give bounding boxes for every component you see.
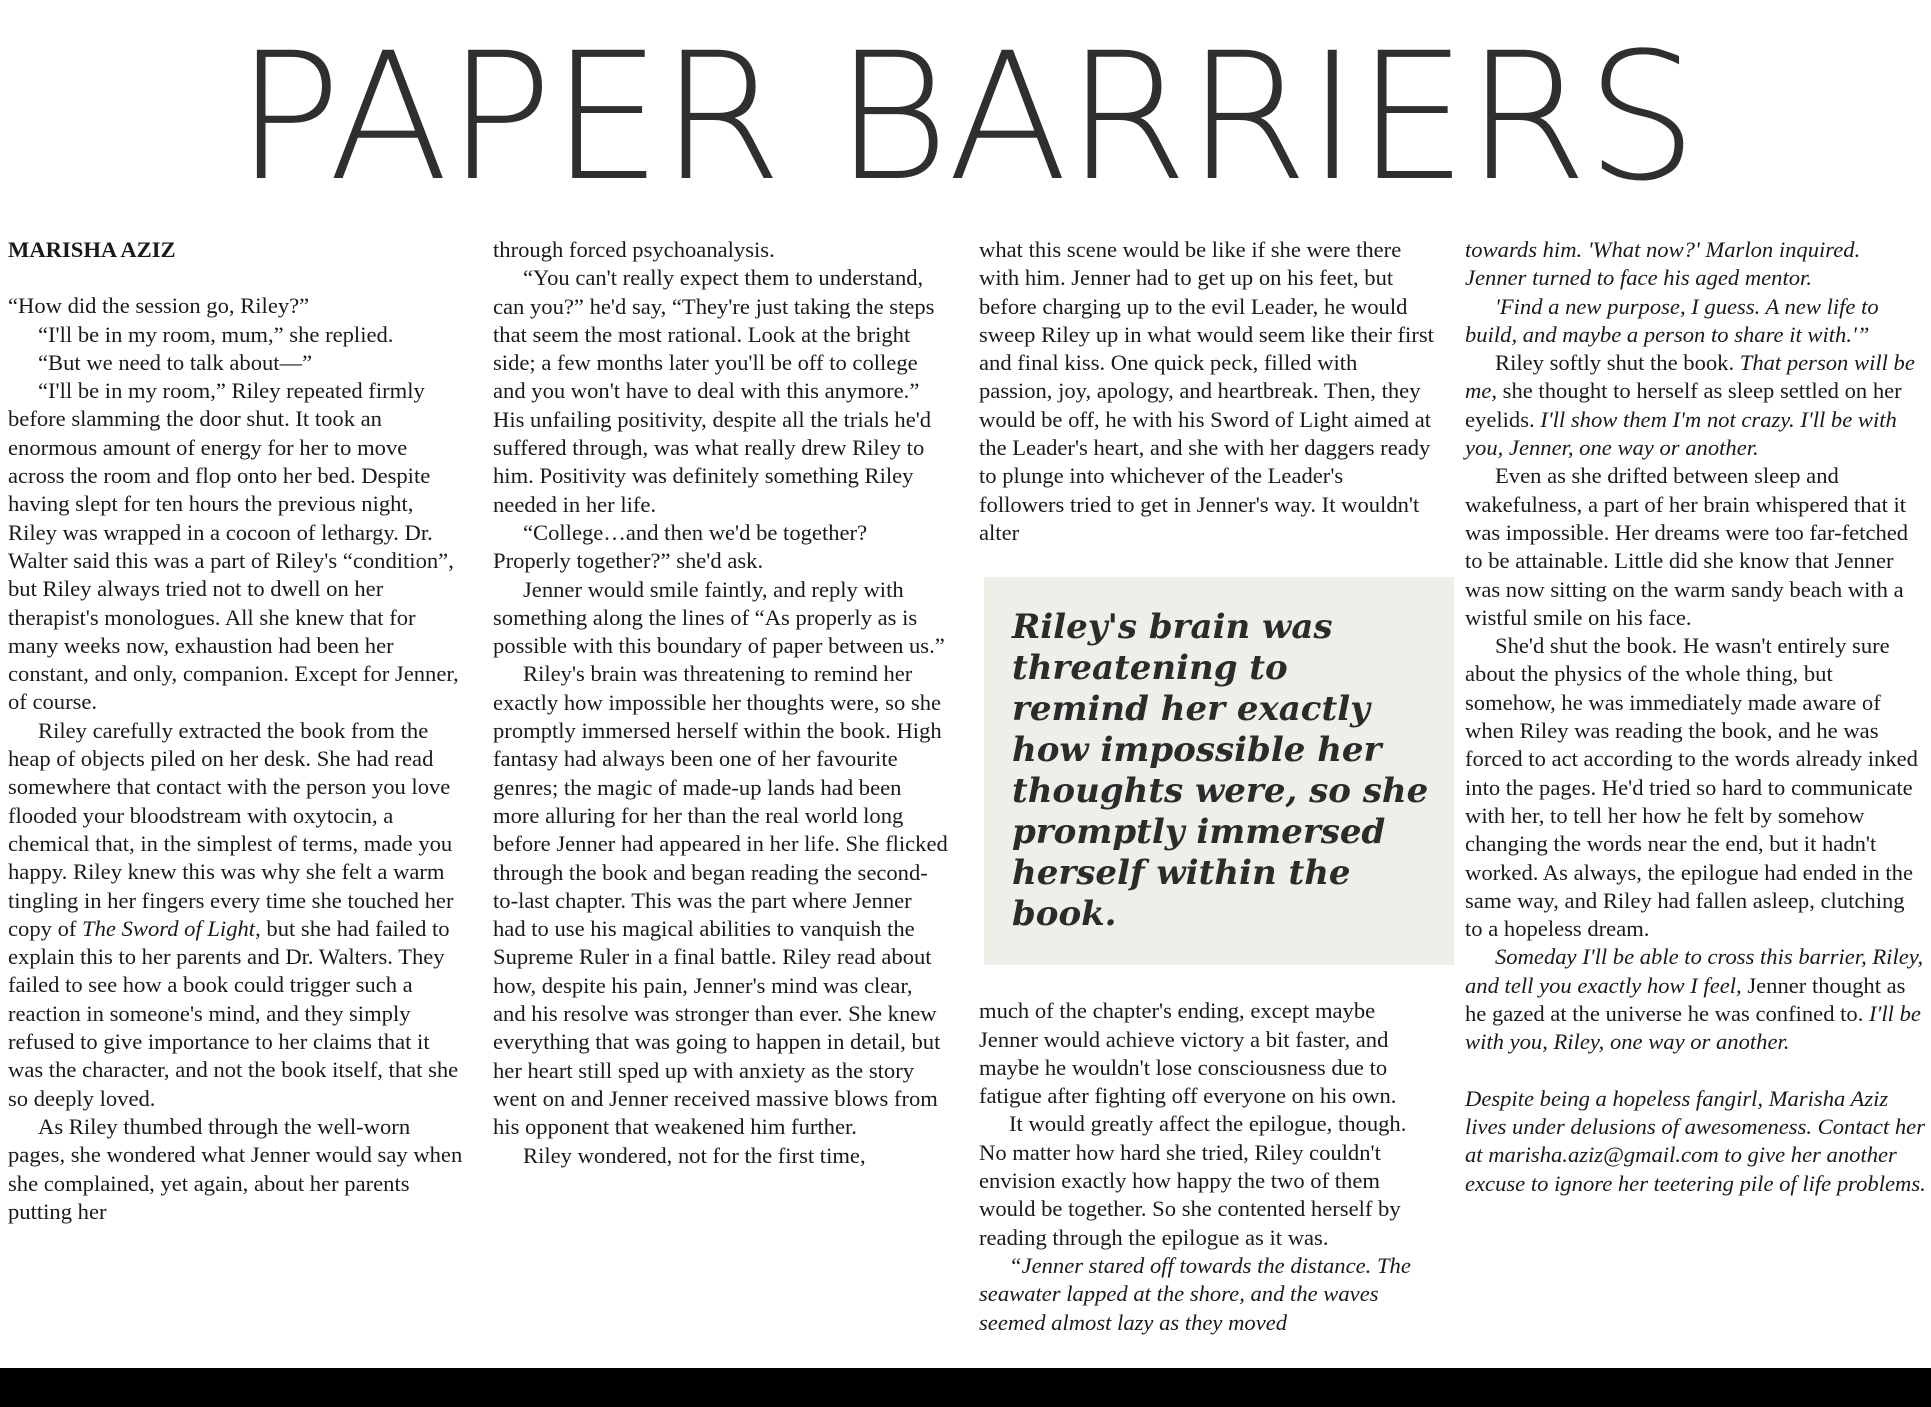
column-2 — [493, 236, 948, 1170]
paragraph: what this scene would be like if she were there with him. Jenner had to get up on his feet, but before charging up to the evil Leader, he would sweep Riley up in what would seem like their first and final kiss. One quick peck, filled with passion, joy, apology, and heartbreak. Then, they would be off, he with his Sword of Light aimed at the Leader's heart, and she with her daggers ready to plunge into whichever of the Leader's followers tried to get in Jenner's way. It wouldn't alter — [979, 237, 1434, 545]
book-title: The Sword of Light — [82, 915, 256, 941]
paragraph — [1465, 236, 1927, 293]
paragraph: “I'll be in my room, mum,” she replied. — [38, 321, 394, 347]
column-1 — [8, 236, 463, 1226]
paragraph: Riley wondered, not for the first time, — [523, 1142, 866, 1168]
paragraph: It would greatly affect the epilogue, though. No matter how hard she tried, Riley couldn't envision exactly how happy the two of them would be together. So she contented herself by reading through the epilogue as it was. — [979, 1111, 1407, 1250]
epilogue-excerpt: “Jenner stared off towards the distance. The seawater lapped at the shore, and the waves seemed almost lazy as they moved — [979, 1252, 1411, 1335]
paragraph — [1465, 943, 1927, 1056]
text-run: Riley softly shut the book. — [1495, 350, 1740, 376]
paragraph: As Riley thumbed through the well-worn pages, she wondered what Jenner would say when she complained, yet again, about her parents putting her — [8, 1113, 463, 1224]
paragraph — [979, 1252, 1434, 1337]
paragraph — [1465, 349, 1927, 462]
paragraph — [1465, 293, 1927, 350]
paragraph: “But we need to talk about—” — [38, 349, 313, 375]
paragraph: She'd shut the book. He wasn't entirely sure about the physics of the whole thing, but somehow, he was immediately made aware of when Riley was reading the book, and he was forced to act according to the words already inked into the pages. He'd tried so hard to communicate with her, to tell her how he felt by somehow changing the words near the end, but it hadn't worked. As always, the epilogue had ended in the same way, and Riley had fallen asleep, clutching to a hopeless dream. — [1465, 633, 1918, 942]
byline: MARISHA AZIZ — [8, 237, 176, 262]
paragraph: “College…and then we'd be together? Properly together?” she'd ask. — [493, 519, 868, 574]
paragraph: Even as she drifted between sleep and wakefulness, a part of her brain whispered that it was impossible. Her dreams were too far-fetched to be attainable. Little did she know that Jenner was now sitting on the warm sandy beach with a wistful smile on his face. — [1465, 463, 1909, 630]
thought-text: I'll show them I'm not crazy. I'll be with you, Jenner, one way or another. — [1465, 406, 1897, 461]
author-bio: Despite being a hopeless fangirl, Marisha Aziz lives under delusions of awesomeness. Contact her at marisha.aziz@gmail.com to give her another excuse to ignore her teetering pile of life problems. — [1465, 1085, 1926, 1196]
pull-quote: Riley's brain was threatening to remind her exactly how impossible her thoughts were, so she promptly immersed herself within the book. — [984, 577, 1454, 965]
paragraph: “You can't really expect them to understand, can you?” he'd say, “They're just taking the steps that seem the most rational. Look at the bright side; a few months later you'll be off to college and you won't have to deal with this anymore.” His unfailing positivity, despite all the trials he'd suffered through, was what really drew Riley to him. Positivity was definitely something Riley needed in her life. — [493, 265, 935, 517]
text-run: , but she had failed to explain this to her parents and Dr. Walters. They failed to see how a book could trigger such a reaction in someone's mind, and they simply refused to give importance to her claims that it was the character, and not the book itself, that she so deeply loved. — [8, 915, 459, 1111]
column-3 — [979, 236, 1434, 1337]
text-run: Jenner thought as he gazed at the universe he was confined to. — [1465, 972, 1906, 1027]
thought-text: Someday I'll be able to cross this barrier, Riley, and tell you exactly how I feel, — [1465, 944, 1924, 998]
column-4 — [1465, 236, 1927, 1198]
paragraph: Riley's brain was threatening to remind her exactly how impossible her thoughts were, so she promptly immersed herself within the book. High fantasy had always been one of her favourite genres; the magic of made-up lands had been more alluring for her than the real world long before Jenner had appeared in her life. She flicked through the book and began reading the second-to-last chapter. This was the part where Jenner had to use his magical abilities to vanquish the Supreme Ruler in a final battle. Riley read about how, despite his pain, Jenner's mind was clear, and his resolve was stronger than ever. She knew everything that was going to happen in detail, but her heart still sped up with anxiety as the story went on and Jenner received massive blows from his opponent that weakened him further. — [493, 661, 948, 1140]
article-title: PAPER BARRIERS — [235, 15, 1696, 220]
text-run: she thought to herself as sleep settled on her eyelids. — [1465, 378, 1902, 432]
text-run: Riley carefully extracted the book from the heap of objects piled on her desk. She had read somewhere that contact with the person you love flooded your bloodstream with oxytocin, a chemical that, in the simplest of terms, made you happy. Riley knew this was why she felt a warm tingling in her fingers every time she touched her copy of — [8, 717, 454, 941]
paragraph: much of the chapter's ending, except maybe Jenner would achieve victory a bit faster, and maybe he wouldn't lose consciousness due to fatigue after fighting off everyone on his own. — [979, 998, 1397, 1109]
paragraph: Jenner would smile faintly, and reply with something along the lines of “As properly as is possible with this boundary of paper between us.” — [493, 576, 945, 659]
spacer — [8, 264, 463, 292]
paragraph — [8, 717, 463, 1113]
paragraph: “How did the session go, Riley?” — [8, 293, 310, 319]
paragraph: “I'll be in my room,” Riley repeated firmly before slamming the door shut. It took an enormous amount of energy for her to move across the room and flop onto her bed. Despite having slept for ten hours the previous night, Riley was wrapped in a cocoon of lethargy. Dr. Walter said this was a part of Riley's “condition”, but Riley always tried not to dwell on her therapist's monologues. All she knew that for many weeks now, exhaustion had been her constant, and only, companion. Except for Jenner, of course. — [8, 378, 459, 715]
thought-text: I'll be with you, Riley, one way or another. — [1465, 1001, 1921, 1055]
epilogue-excerpt: 'Find a new purpose, I guess. A new life to build, and maybe a person to share it with.'” — [1465, 293, 1879, 347]
thought-text: That person will be me, — [1465, 350, 1915, 404]
paragraph: through forced psychoanalysis. — [493, 237, 775, 262]
epilogue-excerpt: towards him. 'What now?' Marlon inquired. Jenner turned to face his aged mentor. — [1465, 237, 1861, 291]
spacer — [1465, 1057, 1927, 1085]
